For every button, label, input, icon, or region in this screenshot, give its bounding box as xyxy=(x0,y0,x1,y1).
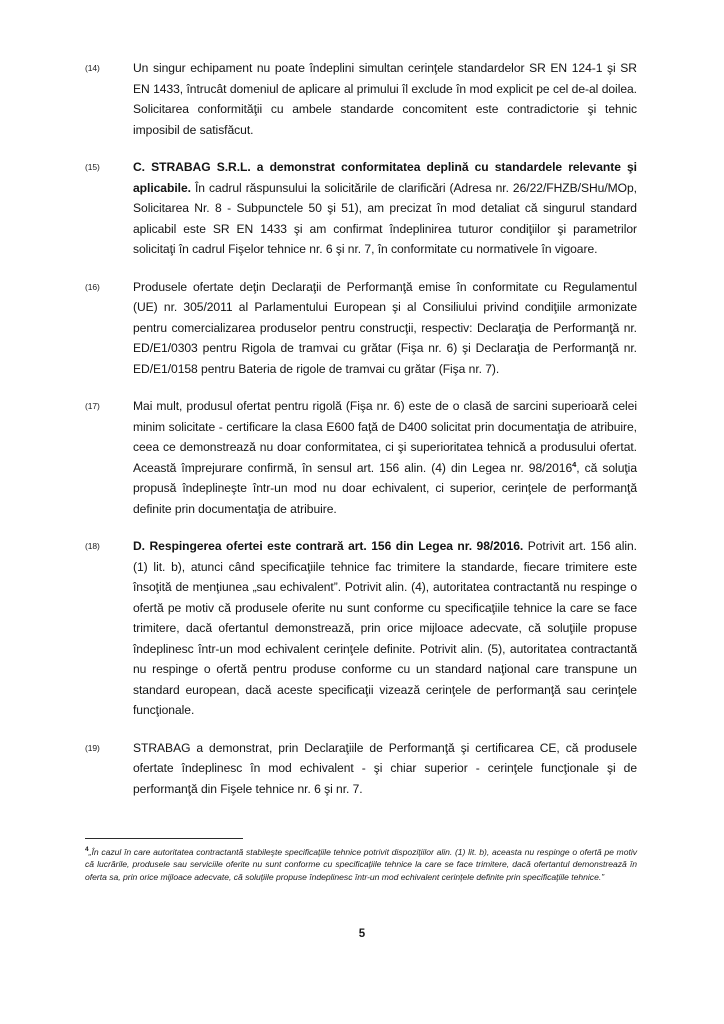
paragraph-number: (18) xyxy=(85,541,100,551)
paragraph-bold-lead: C. STRABAG S.R.L. a demonstrat conformitatea deplină cu standardele relevante şi aplicabile. xyxy=(133,160,637,195)
paragraph-number: (19) xyxy=(85,742,100,753)
paragraph-text: Un singur echipament nu poate îndeplini simultan cerinţele standardelor SR EN 124-1 şi SR EN 1433, întrucât domeniul de aplicare al primului îl exclude în mod explicit pe cel de-al doilea. Solicitarea conformităţii cu ambele standarde concomitent este contradictorie şi tehnic imposibil de satisfăcut. xyxy=(133,61,637,137)
paragraph-text xyxy=(133,157,637,260)
paragraph-text: STRABAG a demonstrat, prin Declaraţiile de Performanţă şi certificarea CE, că produsele ofertate îndeplinesc în mod echivalent - şi chiar superior - cerinţele funcţionale şi de performanţă din Fişele tehnice nr. 6 şi nr. 7. xyxy=(133,740,637,796)
paragraph-14 xyxy=(85,58,637,140)
footnote-marker: 4 xyxy=(85,846,89,854)
paragraph-text xyxy=(133,536,637,721)
paragraph-bold-lead: D. Respingerea ofertei este contrară art. 156 din Legea nr. 98/2016. xyxy=(133,539,524,553)
paragraph-number: (16) xyxy=(85,281,100,292)
paragraph-16 xyxy=(85,277,637,380)
paragraph-17 xyxy=(85,396,637,519)
paragraph-part-after-footnote: , că soluţia propusă îndeplineşte într-un mod nu doar echivalent, ci superior, cerinţele de performanţă definite prin documentaţia de atribuire. xyxy=(133,460,637,516)
paragraph-15 xyxy=(85,157,637,260)
paragraph-text: Produsele ofertate deţin Declaraţii de Performanţă emise în conformitate cu Regulamentul (UE) nr. 305/2011 al Parlamentului European şi al Consiliului privind condiţiile armonizate pentru comercializarea produselor pentru construcţii, respectiv: Declaraţia de Performanţă nr. ED/E1/0303 pentru Rigola de tramvai cu grătar (Fişa nr. 6) şi Declaraţia de Performanţă nr. ED/E1/0158 pentru Bateria de rigole de tramvai cu grătar (Fişa nr. 7). xyxy=(133,279,637,376)
paragraph-rest: În cadrul răspunsului la solicitările de clarificări (Adresa nr. 26/22/FHZB/SHu/MOp, Solicitarea Nr. 8 - Subpunctele 50 şi 51), am precizat în mod detaliat că singurul standard aplicabil este SR EN 1433 şi am confirmat îndeplinirea tuturor condiţiilor şi parametrilor solicitaţi în cadrul Fişelor tehnice nr. 6 şi nr. 7, în conformitate cu normativele în vigoare. xyxy=(133,180,637,256)
paragraph-number: (17) xyxy=(85,401,100,411)
footnote-section xyxy=(85,838,637,883)
paragraph-number: (15) xyxy=(85,162,100,172)
footnote-body: „În cazul în care autoritatea contractantă stabileşte specificaţiile tehnice potrivit dispoziţiilor alin. (1) lit. b), aceasta nu respinge o ofertă pe motiv că lucrările, produsele sau serviciile oferite nu sunt conforme cu specificaţiile tehnice la care se face trimitere, dacă ofertantul demonstrează în oferta sa, prin orice mijloace adecvate, că soluţiile propuse îndeplinesc într-un mod echivalent cerinţele definite prin specificaţiile tehnice.” xyxy=(85,847,637,882)
paragraph-number: (14) xyxy=(85,63,100,73)
document-body xyxy=(85,58,637,816)
paragraph-rest: Potrivit art. 156 alin. (1) lit. b), atunci când specificaţiile tehnice fac trimitere la standarde, fiecare trimitere este însoţită de menţiunea „sau echivalent”. Potrivit alin. (4), autoritatea contractantă nu respinge o ofertă pe motiv că produsele oferite nu sunt conforme cu specificaţiile tehnice la care se face trimitere, dacă ofertantul demonstrează, prin orice mijloace adecvate, că soluţiile propuse îndeplinesc într-un mod echivalent cerinţele definite. Potrivit alin. (5), autoritatea contractantă nu respinge o ofertă pentru produse conforme cu un standard naţional care transpune un standard european, dacă aceste specificaţii vizează cerinţele de performanţă sau cerinţele funcţionale. xyxy=(133,539,637,717)
footnote-entry xyxy=(85,846,637,883)
footnote-separator-rule xyxy=(85,838,243,839)
footnote-reference-marker: 4 xyxy=(572,459,577,469)
paragraph-19 xyxy=(85,738,637,800)
paragraph-18 xyxy=(85,536,637,721)
paragraph-text xyxy=(133,396,637,519)
page-number: 5 xyxy=(358,928,366,940)
paragraph-part-before-footnote: Mai mult, produsul ofertat pentru rigolă (Fişa nr. 6) este de o clasă de sarcini superioară celei minim solicitate - certificare la clasa E600 faţă de D400 solicitat prin documentaţia de atribuire, ceea ce demonstrează nu doar conformitatea, ci şi superioritatea tehnică a produsului ofertat. Această împrejurare confirmă, în sensul art. 156 alin. (4) din Legea nr. 98/2016 xyxy=(133,399,637,475)
